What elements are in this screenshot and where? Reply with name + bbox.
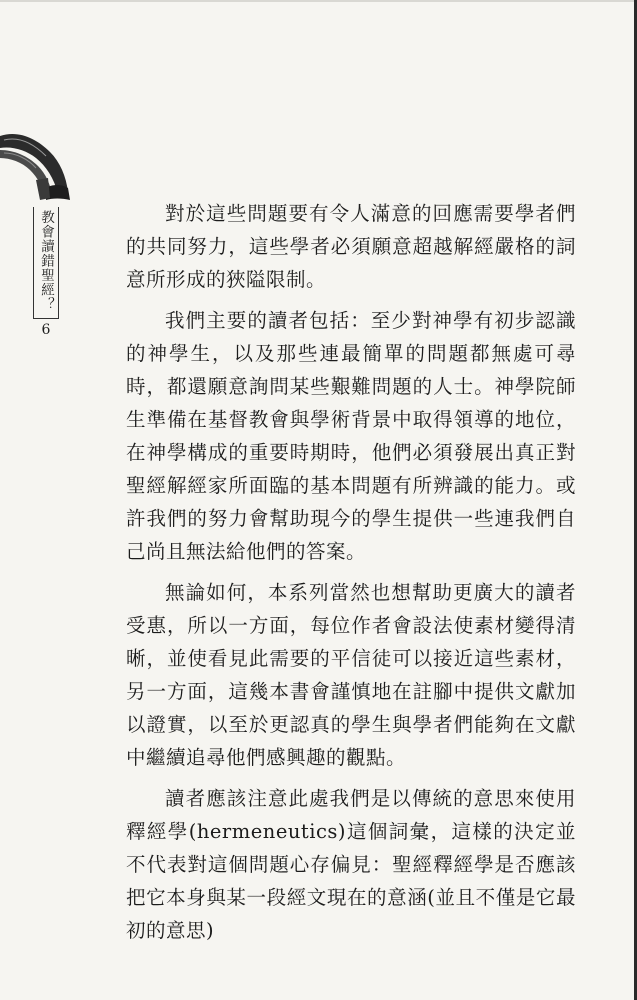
paragraph-4: 讀者應該注意此處我們是以傳統的意思來使用釋經學(hermeneutics)這個詞彙，這樣的決定並不代表對這個問題心存偏見：聖經釋經學是否應該把它本身與某一段經文現在的意涵(並且不僅是它最初的意思) — [126, 787, 576, 942]
paragraph-3: 無論如何，本系列當然也想幫助更廣大的讀者受惠，所以一方面，每位作者會設法使素材變得清晰，並使看見此需要的平信徒可以接近這些素材，另一方面，這幾本書會謹慎地在註腳中提供文獻加以證實，以至於更認真的學生與學者們能夠在文獻中繼續追尋他們感興趣的觀點。 — [126, 581, 576, 769]
scroll-book-logo-icon — [0, 128, 80, 204]
running-title: 教會讀錯聖經？ — [33, 207, 59, 319]
page-top-edge — [0, 0, 637, 2]
body-text — [126, 197, 576, 947]
page-number: 6 — [41, 322, 51, 338]
paragraph-2: 我們主要的讀者包括：至少對神學有初步認識的神學生，以及那些連最簡單的問題都無處可尋時，都還願意詢問某些艱難問題的人士。神學院師生準備在基督教會與學術背景中取得領導的地位，在神學構成的重要時期時，他們必須發展出真正對聖經解經家所面臨的基本問題有所辨識的能力。或許我們的努力會幫助現今的學生提供一些連我們自己尚且無法給他們的答案。 — [126, 309, 576, 563]
paragraph-1: 對於這些問題要有令人滿意的回應需要學者們的共同努力，這些學者必須願意超越解經嚴格的詞意所形成的狹隘限制。 — [126, 202, 576, 291]
